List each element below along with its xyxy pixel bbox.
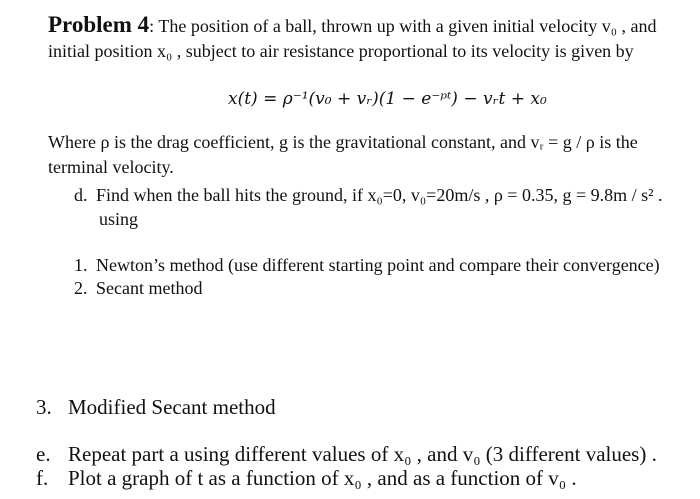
part-e-text: Repeat part a using different values of x₀ , and v₀ (3 different values) . — [68, 442, 657, 466]
part-e — [36, 441, 657, 467]
part-f — [36, 465, 577, 491]
where-line-1: Where ρ is the drag coefficient, g is the gravitational constant, and vᵣ = g / ρ is the — [48, 132, 638, 152]
method-text: Secant method — [96, 278, 203, 298]
method-text: Newton’s method (use different starting point and compare their convergence) — [96, 255, 660, 275]
part-d-text: Find when the ball hits the ground, if x₀=0, v₀=20m/s , ρ = 0.35, g = 9.8m / s² . — [96, 185, 663, 205]
method-number: 2. — [74, 278, 88, 298]
method-item-2 — [74, 277, 202, 299]
where-line-2: terminal velocity. — [48, 157, 174, 177]
method-number: 1. — [74, 255, 88, 275]
position-equation: x(t) = ρ⁻¹(v₀ + vᵣ)(1 − e⁻ᵖᵗ) − vᵣt + x₀ — [228, 89, 547, 109]
part-f-text: Plot a graph of t as a function of x₀ , and as a function of v₀ . — [68, 466, 577, 490]
method-item-1 — [74, 254, 660, 276]
problem-intro-line-2: initial position x₀ , subject to air resistance proportional to its velocity is given by — [48, 41, 634, 61]
part-f-label: f. — [36, 466, 49, 490]
problem-title: Problem 4 — [48, 12, 150, 37]
part-d-line-2: using — [99, 209, 139, 229]
problem-intro-line-1 — [48, 14, 657, 37]
method-text: Modified Secant method — [68, 395, 276, 419]
part-e-label: e. — [36, 442, 51, 466]
method-number: 3. — [36, 395, 52, 419]
problem-intro-text-1: : The position of a ball, thrown up with a given initial velocity v₀ , and — [149, 16, 657, 36]
part-d-label: d. — [74, 185, 88, 205]
method-item-3 — [36, 394, 276, 420]
part-d-line-1 — [74, 184, 663, 206]
